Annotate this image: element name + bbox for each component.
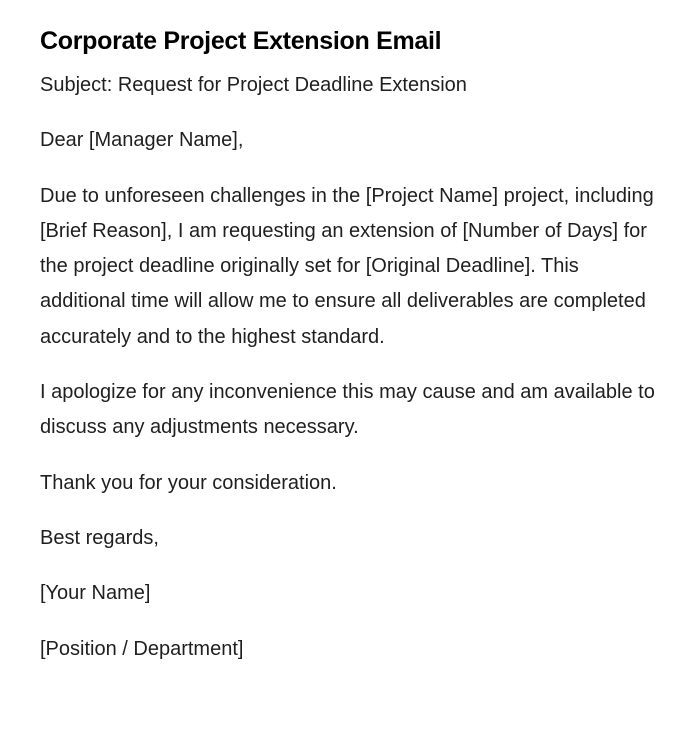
document-title: Corporate Project Extension Email [40,27,442,55]
signature-position: [Position / Department] [40,637,244,660]
email-document [40,0,660,667]
email-body-paragraph-1: Due to unforeseen challenges in the [Project Name] project, including [Brief Reason], I am requesting an extension of [Number of Days] for the project deadline originally set for [Original Deadline]. This additional time will allow me to ensure all deliverables are completed accurately and to the highest standard. [40,184,654,348]
email-greeting: Dear [Manager Name], [40,129,244,152]
signature-name: [Your Name] [40,582,151,605]
email-body-paragraph-2: I apologize for any inconvenience this may cause and am available to discuss any adjustments necessary. [40,381,655,439]
email-subject: Subject: Request for Project Deadline Extension [40,74,467,96]
email-closing: Best regards, [40,526,159,549]
email-thanks: Thank you for your consideration. [40,471,337,494]
